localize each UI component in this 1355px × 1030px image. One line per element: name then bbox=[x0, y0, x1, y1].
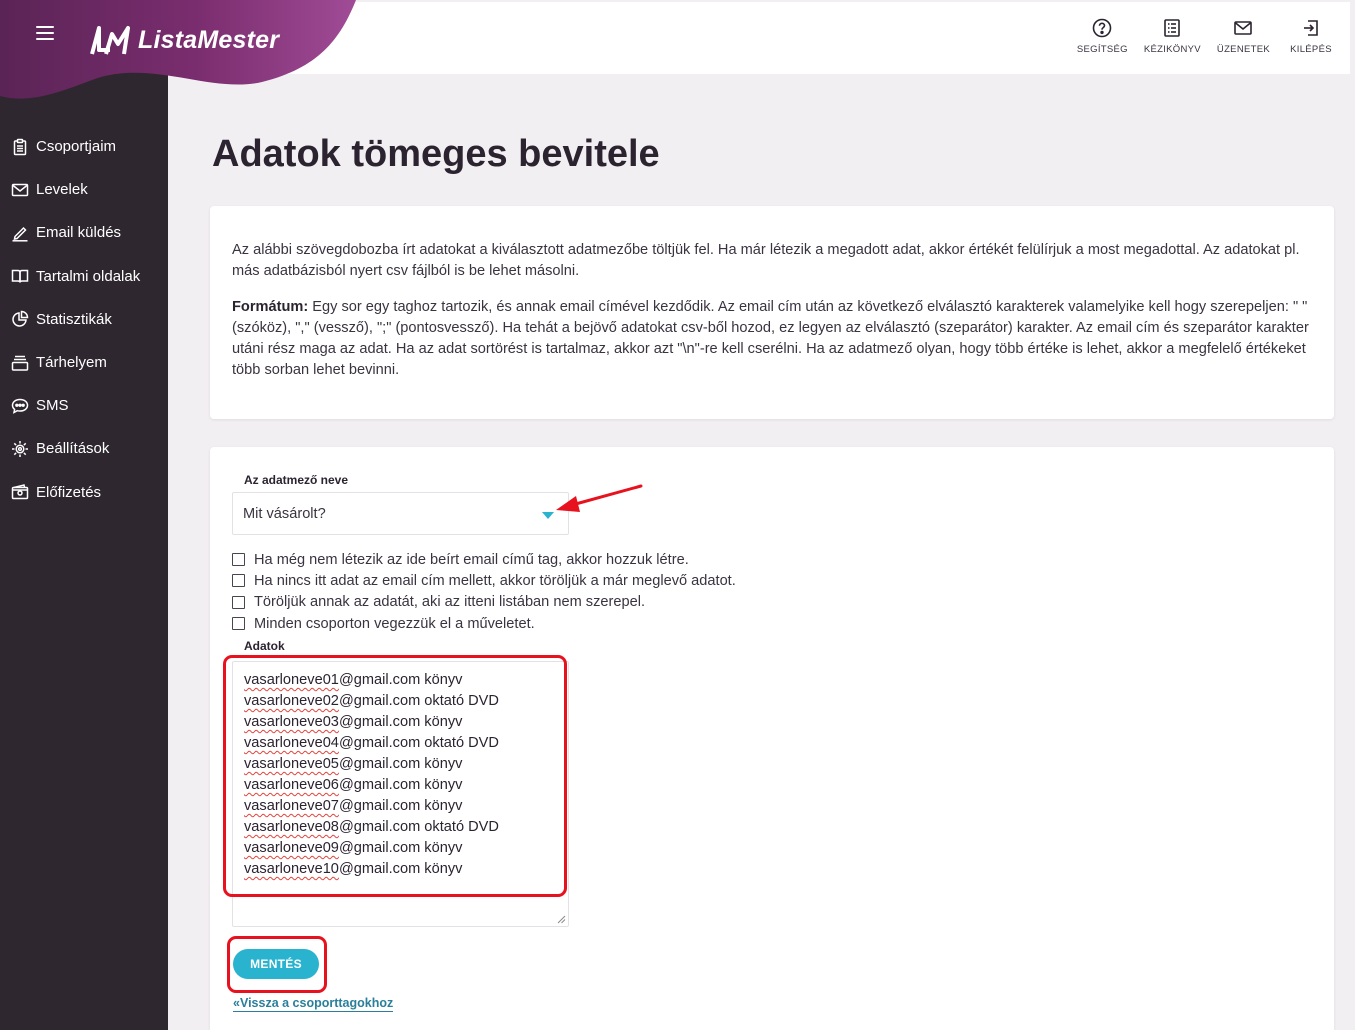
format-text: Egy sor egy taghoz tartozik, és annak email címével kezdődik. Az email cím után az következő elválasztó karakterek valamelyike kell hogy szerepeljen: " " (szóköz), "," (vessző), ";" (pontosvessző). Ha tehát a bejövő adatokat csv-ből hozod, ez legyen az elválasztó (szeparátor) karakter. Az email cím és szeparátor karakter utáni rész maga az adat. Ha az adat sortörést is tartalmaz, akkor azt "\n"-re kell cserélni. Ha az adatmező olyan, hogy több értéke is lehet, akkor a megfelelő értékeket több sorban lehet bevinni. bbox=[232, 299, 1309, 378]
help-icon bbox=[1092, 18, 1112, 38]
messages-label: ÜZENETEK bbox=[1216, 44, 1270, 55]
checkbox-create-missing[interactable] bbox=[232, 553, 245, 566]
form-card bbox=[210, 447, 1334, 1030]
option-delete-empty bbox=[232, 570, 736, 591]
pie-chart-icon bbox=[11, 310, 29, 328]
sidebar-item-label: Előfizetés bbox=[36, 483, 102, 501]
help-button[interactable] bbox=[1077, 18, 1128, 55]
format-paragraph bbox=[232, 297, 1312, 381]
data-line: vasarloneve09@gmail.com könyv bbox=[244, 840, 463, 856]
checkbox-label: Töröljük annak az adatát, aki az itteni listában nem szerepel. bbox=[254, 594, 646, 611]
sidebar-item-sms[interactable] bbox=[0, 384, 168, 427]
field-select[interactable] bbox=[232, 492, 569, 535]
red-arrow-icon bbox=[550, 480, 650, 530]
messages-button[interactable] bbox=[1217, 18, 1270, 55]
envelope-icon bbox=[11, 181, 29, 199]
option-all-groups bbox=[232, 613, 736, 634]
option-create-missing bbox=[232, 549, 736, 570]
sidebar-item-statisztikak[interactable] bbox=[0, 298, 168, 341]
save-button[interactable]: MENTÉS bbox=[233, 949, 319, 979]
data-line: vasarloneve10@gmail.com könyv bbox=[244, 861, 463, 877]
checkbox-delete-empty[interactable] bbox=[232, 574, 245, 587]
sidebar-item-label: Tárhelyem bbox=[36, 354, 107, 372]
sidebar-item-tartalmi-oldalak[interactable] bbox=[0, 255, 168, 298]
data-line: vasarloneve06@gmail.com könyv bbox=[244, 777, 463, 793]
logo-text: ListaMester bbox=[138, 25, 280, 54]
data-line: vasarloneve08@gmail.com oktató DVD bbox=[244, 819, 499, 835]
storage-icon bbox=[11, 354, 29, 372]
checkbox-all-groups[interactable] bbox=[232, 617, 245, 630]
option-delete-not-listed bbox=[232, 592, 736, 613]
checkbox-label: Ha nincs itt adat az email cím mellett, akkor töröljük a már meglevő adatot. bbox=[254, 572, 736, 589]
sidebar-nav bbox=[0, 125, 168, 514]
double-chevron-left-icon: « bbox=[233, 996, 240, 1010]
app-logo[interactable] bbox=[90, 24, 279, 56]
brand-header bbox=[0, 0, 360, 106]
sidebar-item-label: Tartalmi oldalak bbox=[36, 267, 141, 285]
field-select-value: Mit vásárolt? bbox=[243, 505, 326, 522]
sidebar-item-csoportjaim[interactable] bbox=[0, 125, 168, 168]
back-to-members-link[interactable] bbox=[233, 996, 393, 1012]
field-name-label: Az adatmező neve bbox=[244, 473, 349, 487]
manual-icon bbox=[1162, 18, 1182, 38]
logout-label: KILÉPÉS bbox=[1290, 44, 1332, 55]
sidebar-item-label: Statisztikák bbox=[36, 310, 112, 328]
book-icon bbox=[11, 267, 29, 285]
data-label: Adatok bbox=[244, 639, 285, 653]
resize-handle-icon[interactable] bbox=[557, 915, 566, 924]
data-line: vasarloneve05@gmail.com könyv bbox=[244, 756, 463, 772]
sidebar-item-label: SMS bbox=[36, 397, 69, 415]
sidebar-item-label: Beállítások bbox=[36, 440, 110, 458]
logout-icon bbox=[1301, 18, 1321, 38]
info-card bbox=[210, 206, 1334, 419]
info-paragraph: Az alábbi szövegdobozba írt adatokat a kiválasztott adatmezőbe töltjük fel. Ha már létezik a megadott adat, akkor értékét felülírjuk a most megadottal. Az adatokat pl. más adatbázisból nyert csv fájlból is be lehet másolni. bbox=[232, 242, 1300, 279]
sidebar-item-label: Email küldés bbox=[36, 224, 122, 242]
data-line: vasarloneve04@gmail.com oktató DVD bbox=[244, 735, 499, 751]
sidebar bbox=[0, 0, 168, 1030]
sidebar-item-label: Csoportjaim bbox=[36, 138, 117, 156]
wallet-icon bbox=[11, 483, 29, 501]
page-title: Adatok tömeges bevitele bbox=[212, 133, 660, 175]
pencil-icon bbox=[11, 224, 29, 242]
sidebar-item-levelek[interactable] bbox=[0, 168, 168, 211]
checkbox-label: Ha még nem létezik az ide beírt email című tag, akkor hozzuk létre. bbox=[254, 551, 689, 568]
data-line: vasarloneve07@gmail.com könyv bbox=[244, 798, 463, 814]
menu-toggle-icon[interactable] bbox=[36, 26, 54, 40]
data-line: vasarloneve03@gmail.com könyv bbox=[244, 714, 463, 730]
listamester-logo-icon bbox=[90, 24, 132, 56]
manual-button[interactable] bbox=[1144, 18, 1201, 55]
mail-icon bbox=[1233, 18, 1253, 38]
logout-button[interactable] bbox=[1286, 18, 1336, 55]
sidebar-item-beallitasok[interactable] bbox=[0, 427, 168, 470]
manual-label: KÉZIKÖNYV bbox=[1143, 44, 1201, 55]
gear-icon bbox=[11, 440, 29, 458]
data-line: vasarloneve01@gmail.com könyv bbox=[244, 672, 463, 688]
sidebar-item-tarhelyem[interactable] bbox=[0, 341, 168, 384]
checkbox-delete-not-listed[interactable] bbox=[232, 596, 245, 609]
data-line: vasarloneve02@gmail.com oktató DVD bbox=[244, 693, 499, 709]
sidebar-item-label: Levelek bbox=[36, 181, 88, 199]
top-actions bbox=[1077, 18, 1336, 55]
clipboard-icon bbox=[11, 138, 29, 156]
back-link-label: Vissza a csoporttagokhoz bbox=[239, 996, 394, 1010]
sidebar-item-elofizetes[interactable] bbox=[0, 471, 168, 514]
options-checkboxes bbox=[232, 549, 736, 634]
help-label: SEGÍTSÉG bbox=[1076, 44, 1128, 55]
checkbox-label: Minden csoporton vegezzük el a műveletet. bbox=[254, 615, 535, 632]
chat-bubble-icon bbox=[11, 397, 29, 415]
data-textarea[interactable] bbox=[232, 661, 569, 927]
sidebar-item-email-kuldes[interactable] bbox=[0, 211, 168, 254]
format-label: Formátum: bbox=[232, 299, 309, 315]
